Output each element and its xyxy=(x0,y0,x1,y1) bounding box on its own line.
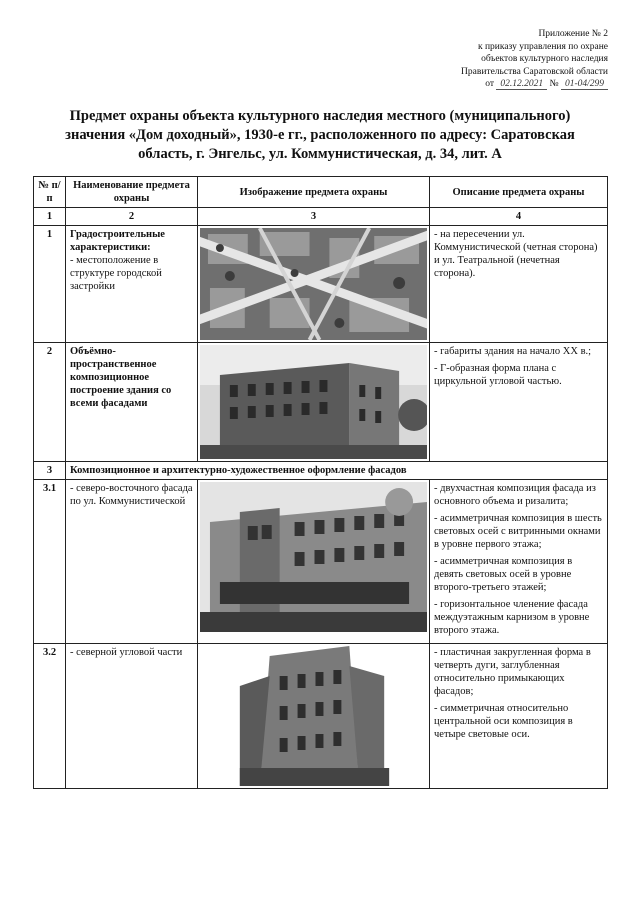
description-item: - на пересечении ул. Коммунистической (четная сторона) и ул. Театральной (нечетная сторона). xyxy=(434,229,598,279)
row-description xyxy=(430,226,608,343)
description-item: - Г-образная форма плана с циркульной угловой частью. xyxy=(434,363,562,387)
row-name xyxy=(66,226,198,343)
header-description: Описание предмета охраны xyxy=(430,177,608,208)
number-value: 01-04/299 xyxy=(561,79,608,90)
row-image-cell xyxy=(198,480,430,644)
aerial-map-photo xyxy=(200,228,427,340)
appendix-block xyxy=(348,28,608,91)
description-item: - симметричная относительно центральной оси композиция в четыре световые оси. xyxy=(434,703,573,740)
description-item: - асимметричная композиция в девять световых осей в уровне второго-третьего этажей; xyxy=(434,556,573,593)
row-name xyxy=(66,644,198,789)
appendix-line: Правительства Саратовской области xyxy=(461,66,608,77)
row-image-cell xyxy=(198,226,430,343)
header-number: № п/п xyxy=(34,177,66,208)
row-image-cell xyxy=(198,343,430,462)
description-item: - горизонтальное членение фасада междуэтажным карнизом в уровне второго этажа. xyxy=(434,599,590,636)
row-description xyxy=(430,480,608,644)
section-row xyxy=(34,462,608,480)
row-number: 3 xyxy=(34,462,66,480)
row-number: 1 xyxy=(34,226,66,343)
row-description xyxy=(430,343,608,462)
row-name xyxy=(66,480,198,644)
column-number: 4 xyxy=(430,208,608,226)
date-prefix: от xyxy=(485,79,494,89)
corner-building-photo xyxy=(200,646,427,786)
protection-table xyxy=(33,176,608,789)
row-name-text: - местоположение в структуре городской застройки xyxy=(70,255,162,292)
description-item: - двухчастная композиция фасада из основного объема и ризалита; xyxy=(434,483,596,507)
header-name: Наименование предмета охраны xyxy=(66,177,198,208)
column-number: 1 xyxy=(34,208,66,226)
appendix-line: объектов культурного наследия xyxy=(481,54,608,64)
column-number-row xyxy=(34,208,608,226)
table-header-row xyxy=(34,177,608,208)
title-line: область, г. Энгельс, ул. Коммунистическая, д. 34, лит. А xyxy=(138,146,502,162)
row-number: 2 xyxy=(34,343,66,462)
section-title: Композиционное и архитектурно-художественное оформление фасадов xyxy=(66,462,608,480)
row-name-text: - северо-восточного фасада по ул. Коммунистической xyxy=(70,483,193,507)
row-name xyxy=(66,343,198,462)
row-name-bold: Градостроительные характеристики: xyxy=(70,229,165,253)
row-image-cell xyxy=(198,644,430,789)
description-item: - габариты здания на начало XX в.; xyxy=(434,346,592,357)
table-row xyxy=(34,226,608,343)
date-value: 02.12.2021 xyxy=(496,79,547,90)
column-number: 2 xyxy=(66,208,198,226)
row-name-text: - северной угловой части xyxy=(70,647,183,658)
table-row xyxy=(34,343,608,462)
number-prefix: № xyxy=(549,79,559,89)
document-title xyxy=(40,107,600,164)
description-item: - пластичная закругленная форма в четверть дуги, заглубленная относительно примыкающих фасадов; xyxy=(434,647,591,697)
table-row xyxy=(34,480,608,644)
header-image: Изображение предмета охраны xyxy=(198,177,430,208)
row-name-bold: Объёмно-пространственное композиционное построение здания со всеми фасадами xyxy=(70,346,172,409)
building-photo xyxy=(200,345,427,459)
facade-photo xyxy=(200,482,427,632)
column-number: 3 xyxy=(198,208,430,226)
appendix-title: Приложение № 2 xyxy=(538,29,608,39)
table-row xyxy=(34,644,608,789)
row-description xyxy=(430,644,608,789)
row-number: 3.2 xyxy=(34,644,66,789)
title-line: значения «Дом доходный», 1930-е гг., расположенного по адресу: Саратовская xyxy=(65,127,575,143)
description-item: - асимметричная композиция в шесть световых осей с витринными окнами в уровне первого этажа; xyxy=(434,513,602,550)
appendix-line: к приказу управления по охране xyxy=(477,41,608,52)
title-line: Предмет охраны объекта культурного наследия местного (муниципального) xyxy=(69,108,571,124)
row-number: 3.1 xyxy=(34,480,66,644)
appendix-date-line xyxy=(348,78,608,91)
